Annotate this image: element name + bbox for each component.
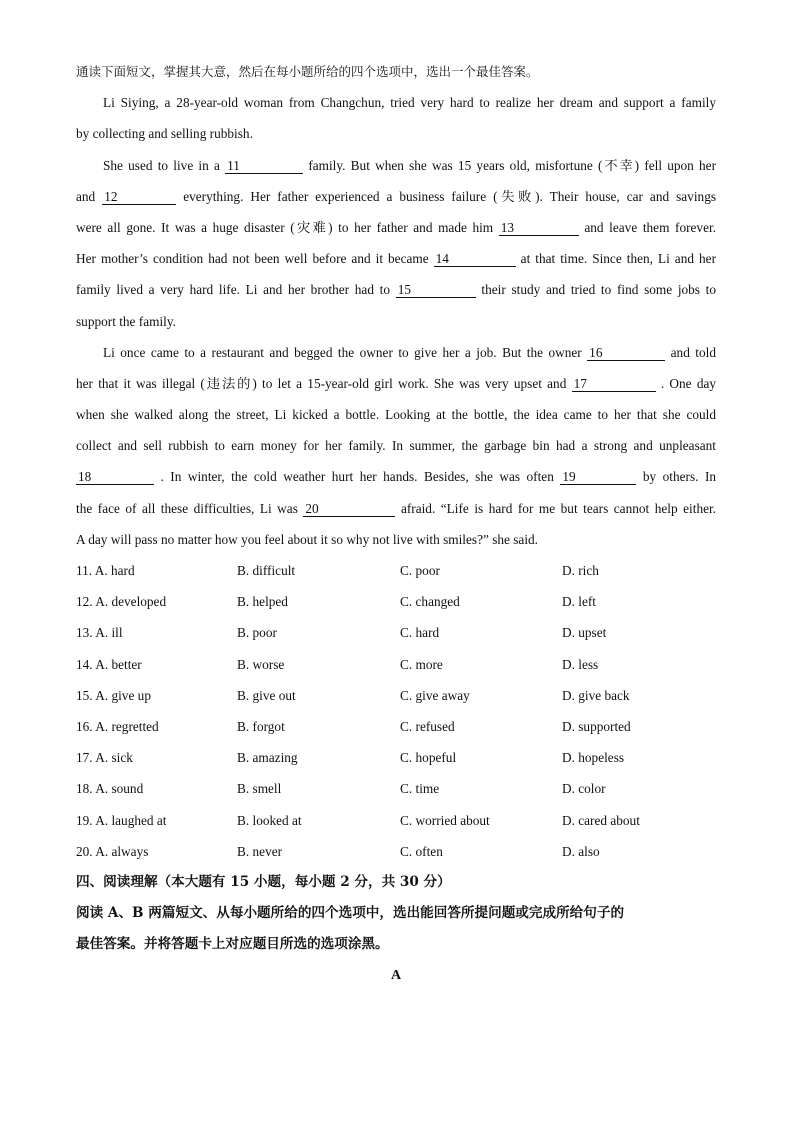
question-row-15 <box>76 680 716 711</box>
passage-line <box>76 150 716 181</box>
passage-text: by collecting and selling rubbish. <box>76 126 253 142</box>
passage-line <box>76 399 716 430</box>
option-d: D. left <box>562 594 596 610</box>
passage-line <box>76 118 716 149</box>
option-a: 17. A. sick <box>76 750 133 766</box>
cloze-instructions: 通读下面短文，掌握其大意，然后在每小题所给的四个选项中，选出一个最佳答案。 <box>76 64 539 79</box>
option-c: C. time <box>400 781 440 797</box>
option-d: D. give back <box>562 687 630 703</box>
option-b: B. forgot <box>237 718 285 734</box>
option-d: D. rich <box>562 563 599 578</box>
blank-16: 16 <box>587 345 665 361</box>
option-a: 13. A. ill <box>76 625 123 641</box>
passage-text: and <box>76 188 96 204</box>
option-c: C. hopeful <box>400 750 457 766</box>
passage-text: Her mother’s condition had not been well before and it became <box>76 251 429 267</box>
option-d: D. supported <box>562 718 631 734</box>
passage-text: Li Siying, a 28-year-old woman from Changchun, tried very hard to realize her dream and support a family <box>103 95 716 111</box>
blank-11: 11 <box>225 158 303 174</box>
option-d: D. also <box>562 843 600 859</box>
passage-line <box>76 461 716 492</box>
blank-17: 17 <box>572 376 656 392</box>
option-c: C. worried about <box>400 812 490 828</box>
question-row-19 <box>76 805 716 836</box>
option-b: B. helped <box>237 594 288 610</box>
question-row-13 <box>76 617 716 648</box>
option-a: 18. A. sound <box>76 781 144 797</box>
section-instructions: 最佳答案。并将答题卡上对应题目所选的选项涂黑。 <box>76 936 389 953</box>
option-c: C. refused <box>400 718 455 734</box>
blank-19: 19 <box>560 469 636 485</box>
passage-line <box>76 368 716 399</box>
option-d: D. cared about <box>562 812 640 828</box>
option-b: B. smell <box>237 781 282 797</box>
passage-line <box>76 181 716 212</box>
passage-line <box>76 337 716 368</box>
passage-line <box>76 430 716 461</box>
blank-14: 14 <box>434 251 516 267</box>
question-row-11 <box>76 555 716 586</box>
question-row-16 <box>76 711 716 742</box>
section-title: 四、阅读理解（本大题有 15 小题，每小题 2 分，共 30 分） <box>76 873 451 890</box>
passage-line <box>76 274 716 305</box>
option-c: C. hard <box>400 625 440 641</box>
option-d: D. hopeless <box>562 750 625 766</box>
page-content <box>76 56 716 992</box>
question-row-12 <box>76 586 716 617</box>
passage-text: She used to live in a <box>103 157 220 173</box>
passage-text: A day will pass no matter how you feel about it so why not live with smiles?” she said. <box>76 531 538 547</box>
option-d: D. less <box>562 656 599 672</box>
passage-text: . In winter, the cold weather hurt her hands. Besides, she was often <box>160 469 554 485</box>
passage-text: family lived a very hard life. Li and her brother had to <box>76 282 391 298</box>
option-b: B. give out <box>237 687 296 703</box>
option-a: 14. A. better <box>76 656 142 672</box>
option-c: C. often <box>400 843 443 859</box>
passage-text: when she walked along the street, Li kicked a bottle. Looking at the bottle, the idea came to her that she could <box>76 407 716 423</box>
passage-text: family. But when she was 15 years old, misfortune (不幸) fell upon her <box>308 157 716 173</box>
passage-text: by others. In <box>642 469 716 485</box>
passage-text: afraid. “Life is hard for me but tears cannot help either. <box>400 500 716 516</box>
blank-12: 12 <box>102 189 176 205</box>
option-b: B. looked at <box>237 812 302 828</box>
option-b: B. worse <box>237 656 285 672</box>
passage-line <box>76 212 716 243</box>
option-a: 20. A. always <box>76 843 149 859</box>
passage-text: . One day <box>660 375 716 391</box>
passage-text: the face of all these difficulties, Li was <box>76 500 298 516</box>
option-c: C. poor <box>400 563 440 578</box>
question-row-18 <box>76 773 716 804</box>
option-c: C. more <box>400 656 443 672</box>
passage-text: support the family. <box>76 313 176 329</box>
blank-15: 15 <box>396 282 476 298</box>
option-c: C. give away <box>400 687 470 703</box>
option-d: D. upset <box>562 625 607 641</box>
passage-text: her that it was illegal (违法的) to let a 15-year-old girl work. She was very upset and <box>76 375 567 391</box>
option-b: B. amazing <box>237 750 298 766</box>
option-b: B. never <box>237 843 283 859</box>
option-b: B. poor <box>237 625 277 641</box>
section-instructions: 阅读 A、B 两篇短文、从每小题所给的四个选项中，选出能回答所提问题或完成所给句子的 <box>76 905 625 922</box>
option-a: 11. A. hard <box>76 563 135 578</box>
passage-line <box>76 524 716 555</box>
passage-text: their study and tried to find some jobs to <box>481 282 716 298</box>
passage-text: collect and sell rubbish to earn money for her family. In summer, the garbage bin had a strong and unpleasant <box>76 438 716 454</box>
option-a: 15. A. give up <box>76 687 151 703</box>
passage-text: and told <box>670 344 716 360</box>
passage-text: everything. Her father experienced a business failure (失败). Their house, car and savings <box>183 188 716 204</box>
option-c: C. changed <box>400 594 460 610</box>
blank-18: 18 <box>76 469 154 485</box>
option-d: D. color <box>562 781 606 797</box>
passage-line <box>76 493 716 524</box>
option-b: B. difficult <box>237 563 296 578</box>
answer-options <box>76 555 716 867</box>
question-row-20 <box>76 836 716 867</box>
passage-text: at that time. Since then, Li and her <box>520 251 716 267</box>
blank-20: 20 <box>303 501 395 517</box>
option-a: 12. A. developed <box>76 594 167 610</box>
option-a: 19. A. laughed at <box>76 812 167 828</box>
question-row-14 <box>76 649 716 680</box>
option-a: 16. A. regretted <box>76 718 159 734</box>
passage-text: were all gone. It was a huge disaster (灾难) to her father and made him <box>76 219 494 235</box>
question-row-17 <box>76 742 716 773</box>
passage-line <box>76 306 716 337</box>
passage-text: Li once came to a restaurant and begged the owner to give her a job. But the owner <box>103 344 582 360</box>
blank-13: 13 <box>499 220 579 236</box>
passage-label: A <box>390 968 402 984</box>
passage-text: and leave them forever. <box>584 219 716 235</box>
passage-line <box>76 87 716 118</box>
passage-line <box>76 243 716 274</box>
